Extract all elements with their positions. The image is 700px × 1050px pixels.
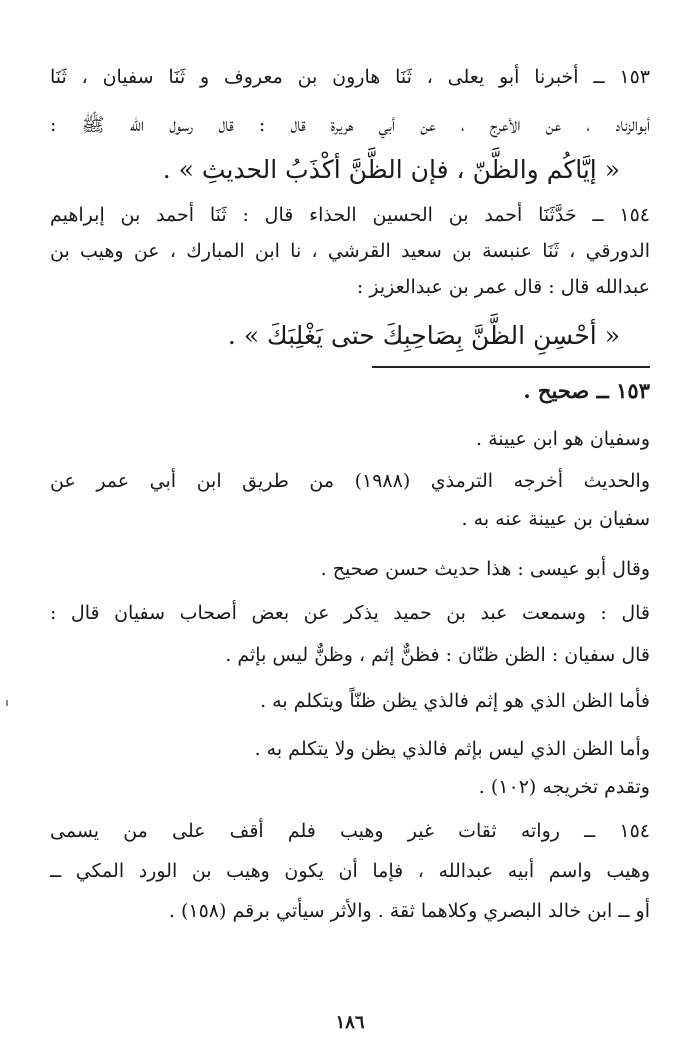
commentary-153-p6: وأما الظن الذي ليس بإثم فالذي يظن ولا يتكلم به .: [254, 738, 650, 760]
commentary-154-line-3: أو ــ ابن خالد البصري وكلاهما ثقة . والأثر سيأتي برقم (١٥٨) .: [168, 900, 650, 922]
commentary-154-line-2: وهيب واسم أبيه عبدالله ، فإما أن يكون وهيب بن الورد المكي ــ: [50, 860, 650, 882]
commentary-153-p5: فأما الظن الذي هو إثم فالذي يظن ظنّاً ويتكلم به .: [260, 690, 650, 712]
commentary-153-p7: وتقدم تخريجه (١٠٢) .: [478, 776, 650, 798]
hadith-154-line-2: الدورقي ، ثَنَا عنبسة بن سعيد القرشي ، نا ابن المبارك ، عن وهيب بن: [50, 240, 650, 262]
hadith-154-quote: « أحْسِنِ الظَّنَّ بِصَاحِبِكَ حتى يَغْلِبَكَ » .: [227, 321, 620, 350]
commentary-153-p1: وسفيان هو ابن عيينة .: [476, 428, 650, 450]
hadith-154-line-1: ١٥٤ ــ حَدَّثَنَا أحمد بن الحسين الحذاء قال : ثَنَا أحمد بن إبراهيم: [50, 204, 650, 226]
commentary-153-p3: وقال أبو عيسى : هذا حديث حسن صحيح .: [320, 558, 650, 580]
commentary-153-p2-line-2: سفيان بن عيينة عنه به .: [461, 508, 650, 530]
scan-mark: [6, 700, 8, 706]
hadith-153-line-1: ١٥٣ ــ أخبرنا أبو يعلى ، ثَنَا هارون بن معروف و ثَنَا سفيان ، ثَنَا: [50, 66, 650, 88]
commentary-153-p4-line-1: قال : وسمعت عبد بن حميد يذكر عن بعض أصحاب سفيان قال :: [50, 602, 650, 624]
hadith-153-quote: « إيَّاكُم والظَّنّ ، فإن الظَّنَّ أكْذَبُ الحديثِ » .: [162, 155, 620, 184]
hadith-153-line-2: أبوالزناد ، عن الأعرج ، عن أبي هريرة قال : قال رسول الله ﷺ :: [50, 114, 650, 136]
commentary-153-heading: ١٥٣ ــ صحيح .: [523, 378, 650, 403]
commentary-154-line-1: ١٥٤ ــ رواته ثقات غير وهيب فلم أقف على من يسمى: [50, 820, 650, 842]
commentary-153-p2-line-1: والحديث أخرجه الترمذي (١٩٨٨) من طريق ابن أبي عمر عن: [50, 470, 650, 492]
hadith-154-line-3: عبدالله قال : قال عمر بن عبدالعزيز :: [356, 276, 650, 298]
footnote-divider: [372, 366, 650, 368]
commentary-153-p4-line-2: قال سفيان : الظن ظنّان : فظنٌّ إثم ، وظنٌّ ليس بإثم .: [225, 644, 650, 666]
page-number: ١٨٦: [335, 1012, 365, 1033]
